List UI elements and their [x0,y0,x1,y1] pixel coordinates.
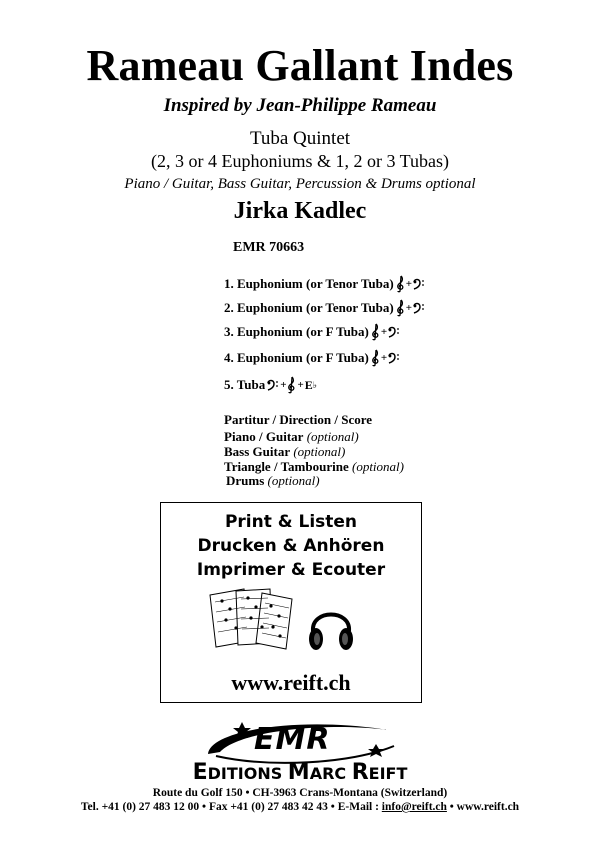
bass-clef-icon [388,326,400,338]
plus-sign: + [297,379,304,391]
sheet-music-icon [206,587,296,651]
extra-label: Triangle / Tambourine [224,459,349,474]
publisher-contact [0,801,600,813]
treble-clef-icon [371,323,380,341]
extra-item [224,444,345,460]
contact-website: • www.reift.ch [446,801,520,813]
catalog-code: EMR 70663 [233,240,305,255]
emr-logo-text: EMR [254,722,331,757]
treble-clef-icon [371,349,380,367]
print-listen-box [160,502,422,703]
contact-phone-fax: Tel. +41 (0) 27 483 12 00 • Fax +41 (0) 27 483 42 43 • E-Mail : [80,801,382,813]
treble-clef-icon [287,376,296,394]
part-item [224,375,317,395]
extra-note: (optional) [267,473,320,488]
extra-label: Piano / Guitar [224,429,304,444]
part-item [224,322,400,342]
part-label: 1. Euphonium (or Tenor Tuba) [224,276,394,291]
part-label: 2. Euphonium (or Tenor Tuba) [224,300,394,315]
promo-url: www.reift.ch [231,670,351,695]
extra-label: Partitur / Direction / Score [224,412,373,427]
part-item [224,348,400,368]
publisher-name: EDITIONS MARC REIFT [192,760,408,785]
plus-sign: + [280,379,287,391]
score-title: Rameau Gallant Indes [86,41,514,90]
part-item [224,298,425,318]
bass-clef-icon [413,278,425,290]
promo-line: Drucken & Anhören [197,536,385,556]
extra-note: (optional) [351,459,404,474]
extra-item [224,429,359,445]
extra-label: Drums [226,473,265,488]
extra-item [224,412,372,428]
treble-clef-icon [396,275,405,293]
plus-sign: + [405,302,412,314]
score-subtitle: Inspired by Jean-Philippe Rameau [163,95,437,116]
plus-sign: + [380,352,388,364]
plus-sign: + [380,326,388,338]
headphones-icon [307,597,355,655]
instrumentation-detail: (2, 3 or 4 Euphoniums & 1, 2 or 3 Tubas) [150,151,449,171]
part-label: 5. Tuba [224,377,266,392]
extra-note: (optional) [293,444,346,459]
part-label: 3. Euphonium (or F Tuba) [224,324,369,339]
email-link[interactable]: info@reift.ch [381,801,447,813]
treble-clef-icon [396,299,405,317]
flat-icon: ♭ [312,379,318,390]
publisher-address: Route du Golf 150 • CH-3963 Crans-Montana (Switzerland) [152,787,448,799]
publisher-logo [150,716,450,786]
promo-line: Print & Listen [224,512,358,532]
bass-clef-icon [267,379,279,391]
promo-line: Imprimer & Ecouter [196,560,386,580]
extra-item [226,473,320,489]
instrumentation: Tuba Quintet [249,128,351,149]
eb-label: E [304,377,313,392]
part-label: 4. Euphonium (or F Tuba) [224,350,369,365]
optional-instruments: Piano / Guitar, Bass Guitar, Percussion & Drums optional [124,176,476,192]
extra-label: Bass Guitar [224,444,291,459]
bass-clef-icon [413,302,425,314]
extra-note: (optional) [306,429,359,444]
part-item [224,274,425,294]
bass-clef-icon [388,352,400,364]
composer-name: Jirka Kadlec [233,198,367,224]
plus-sign: + [405,278,412,290]
